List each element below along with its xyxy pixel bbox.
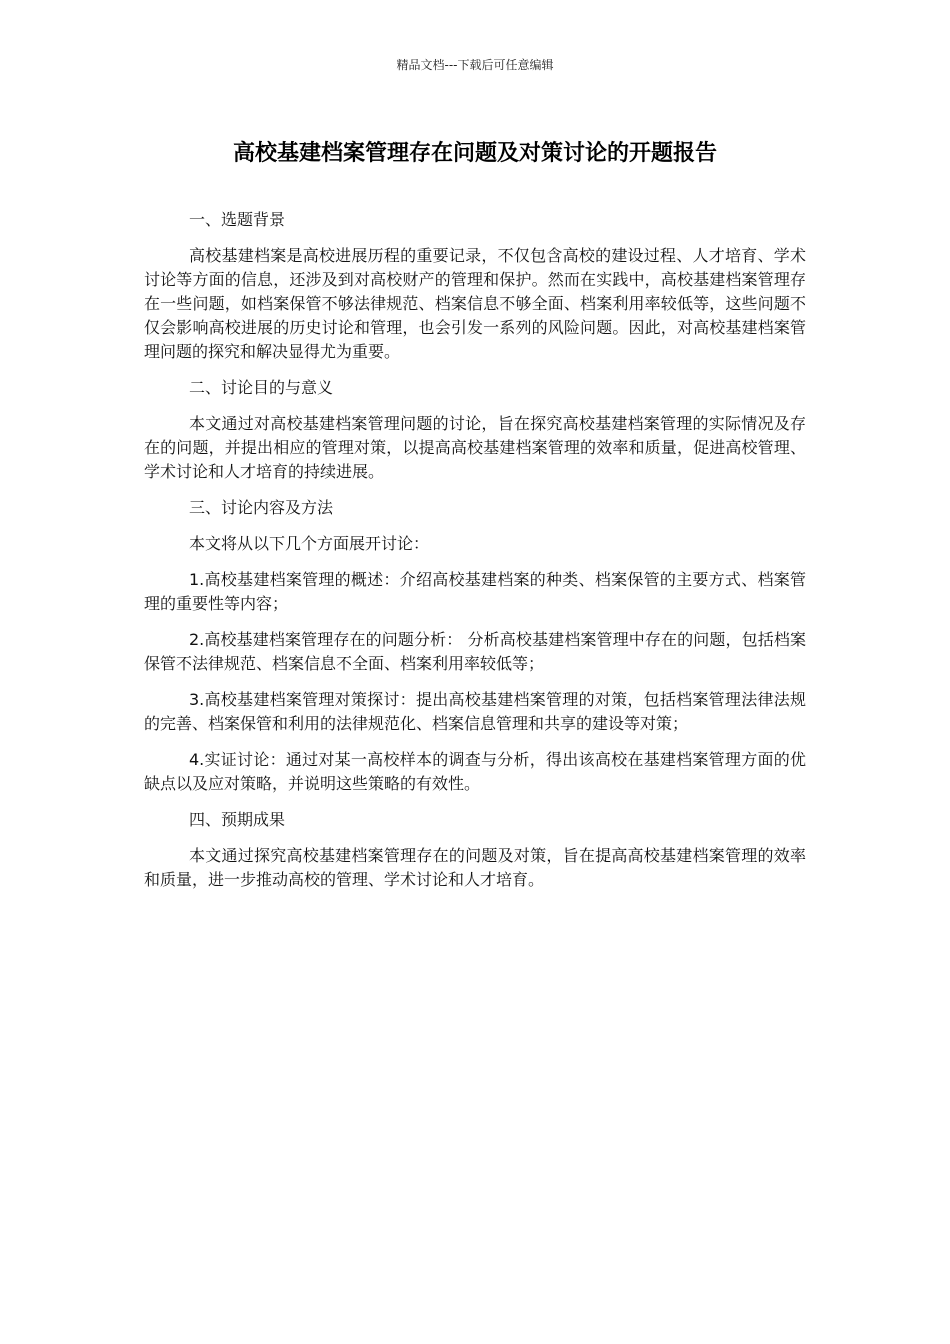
paragraph-purpose: 本文通过对高校基建档案管理问题的讨论，旨在探究高校基建档案管理的实际情况及存在的问题，并提出相应的管理对策，以提高高校基建档案管理的效率和质量，促进高校管理、学术讨论和人才培育的持续进展。 [144,414,806,481]
paragraph-content-intro: 本文将从以下几个方面展开讨论： [189,534,430,553]
section-heading-background: 一、选题背景 [189,210,286,229]
section-heading-content-method: 三、讨论内容及方法 [189,498,334,517]
paragraph-background: 高校基建档案是高校进展历程的重要记录，不仅包含高校的建设过程、人才培育、学术讨论等方面的信息，还涉及到对高校财产的管理和保护。然而在实践中，高校基建档案管理存在一些问题，如档案保管不够法律规范、档案信息不够全面、档案利用率较低等，这些问题不仅会影响高校进展的历史讨论和管理，也会引发一系列的风险问题。因此，对高校基建档案管理问题的探究和解决显得尤为重要。 [144,246,806,361]
document-title: 高校基建档案管理存在问题及对策讨论的开题报告 [232,141,717,166]
list-item-overview: 1.高校基建档案管理的概述：介绍高校基建档案的种类、档案保管的主要方式、档案管理的重要性等内容； [144,570,806,613]
list-item-countermeasures: 3.高校基建档案管理对策探讨：提出高校基建档案管理的对策，包括档案管理法律法规的完善、档案保管和利用的法律规范化、档案信息管理和共享的建设等对策； [144,690,806,733]
list-item-problem-analysis: 2.高校基建档案管理存在的问题分析： 分析高校基建档案管理中存在的问题，包括档案保管不法律规范、档案信息不全面、档案利用率较低等； [144,630,806,673]
page-header: 精品文档---下载后可任意编辑 [396,58,554,72]
paragraph-expected-results: 本文通过探究高校基建档案管理存在的问题及对策，旨在提高高校基建档案管理的效率和质量，进一步推动高校的管理、学术讨论和人才培育。 [144,846,806,889]
section-heading-expected-results: 四、预期成果 [189,810,286,829]
section-heading-purpose: 二、讨论目的与意义 [189,378,334,397]
list-item-empirical-study: 4.实证讨论：通过对某一高校样本的调查与分析，得出该高校在基建档案管理方面的优缺点以及应对策略，并说明这些策略的有效性。 [144,750,806,793]
document-body [144,208,806,904]
